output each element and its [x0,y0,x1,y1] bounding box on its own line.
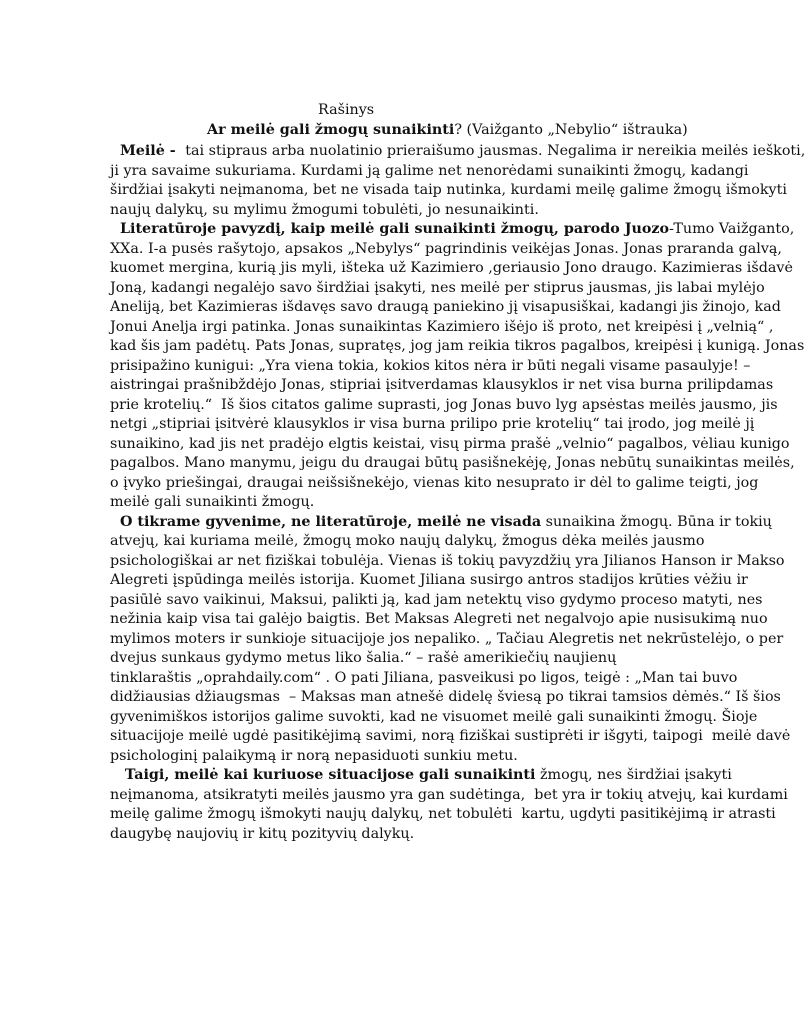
line-text: sunaikino, kad jis net pradėjo elgtis keistai, visų pirma prašė „velnio“ pagalbos, vėliau kunigo [110,435,790,452]
text-line [110,162,762,182]
text-line [110,708,762,728]
line-text: pagalbos. Mano manymu, jeigu du draugai būtų pasišnekėję, Jonas nebūtų sunaikintas meilės, [110,455,795,471]
line-text: pasiūlė savo vaikinui, Maksui, palikti ją, kad jam netektų viso gydymo proceso matyti, nes [110,591,763,608]
text-line [110,493,762,513]
text-line [110,532,762,552]
text-line [110,142,805,162]
line-text: meilė gali sunaikinti žmogų. [110,494,315,510]
line-text: psichologinį palaikymą ir norą nepasiduoti sunkiu metu. [110,747,518,764]
text-line [110,220,795,240]
text-line [110,396,778,416]
document-kind: Rašinys [318,102,375,118]
bold-lead: O tikrame gyvenime, ne literatūroje, meilė ne visada [110,513,542,530]
line-text: o įvykο priešingai, draugai neišsišnekėjo, vienas kito nesuprato ir dėl to galime teigti, jog [110,474,759,491]
line-text: Jonui Anelja irgi patinka. Jonas sunaikintas Kazimiero išėjo iš proto, net kreipėsi į „velnią“ , [110,318,774,335]
line-text: dvejus sunkaus gydymo metus liko šalia.“ – rašė amerikiečių naujienų [110,650,617,666]
text-line [110,474,762,494]
title-bold: Ar meilė gali žmogų sunaikinti [207,122,455,138]
line-text: Aneliją, bet Kazimieras išdavęs savo draugą paniekino jį visapusiškai, kadangi jis žinojo, kad [110,299,781,315]
text-line [110,279,765,299]
text-line [110,747,762,767]
text-line [110,240,782,260]
text-line [110,610,768,630]
text-line [110,298,781,318]
text-line [110,454,795,474]
line-text: sunaikina žmogų. Būna ir tokių [541,513,772,530]
line-text: kad šis jam padėtų. Pats Jonas, supratęs, jog jam reikia tikros pagalbos, kreipėsi į kunigą. Jonas [110,338,805,354]
essay-body [110,142,805,844]
line-text: naujų dalykų, su mylimu žmogumi tobulėti, jo nesunaikinti. [110,201,539,218]
text-line [110,259,793,279]
text-line [110,435,790,455]
text-line [110,825,762,845]
line-text: netgi „stipriai įsitvėrė klausyklos ir visa burna prilipo prie krotelių“ tai įrodo, jog meilė jį [110,416,755,432]
text-line [110,357,762,377]
text-line [110,552,785,572]
text-line [110,201,762,221]
line-text: neįmanoma, atsikratyti meilės jausmo yra gan sudėtinga, bet yra ir tokių atvejų, kai kurdami [110,786,788,803]
line-text: nežinia kaip visa tai galėjo baigtis. Bet Maksas Alegreti net negalvojo apie nusisukimą nuo [110,611,768,627]
text-line [110,571,762,591]
text-line [110,805,776,825]
text-line [110,591,762,611]
line-text: mylimos moters ir sunkioje situacijoje jos nepaliko. „ Tačiau Alegretis net nekrūstelėjo, o per [110,630,784,647]
title-rest: ? (Vaižganto „Nebylio“ ištrauka) [454,122,688,138]
text-line [110,376,774,396]
text-line [110,337,805,357]
line-text: gyvenimiškos istorijos galime suvokti, kad ne visuomet meilė gali sunaikinti žmogų. Šioje [110,708,758,725]
bold-lead: Taigi, meilė kai kuriuose situacijose gali sunaikinti [110,767,536,783]
line-text: XXa. I-a pusės rašytojo, apsakos „Nebylys“ pagrindinis veikėjas Jonas. Jonas praranda galvą, [110,240,782,257]
line-text: tinklaraštis „oprahdaily.com“ . O pati Jiliana, pasveikusi po ligos, teigė : „Man tai buvo [110,669,738,686]
line-text: Joną, kadangi negalėjo savo širdžiai įsakyti, nes meilė per stiprus jausmas, jis labai mylėjo [110,279,765,296]
line-text: prisipažino kunigui: „Yra viena tokia, kokios kitos nėra ir būti negali visame pasaulyje! – [110,357,751,374]
bold-lead: Literatūroje pavyzdį, kaip meilė gali sunaikinti žmogų, parodo Juozo [110,221,670,237]
line-text: kuomet mergina, kurią jis myli, išteka už Kazimiero ,geriausio Jono draugo. Kazimieras išdavė [110,260,793,276]
line-text: tai stipraus arba nuolatinio prieraišumo jausmas. Negalima ir nereikia meilės ieškoti, [180,143,805,159]
text-line [110,727,791,747]
bold-lead: Meilė - [110,143,181,159]
text-line [110,766,762,786]
line-text: Alegreti įspūdinga meilės istorija. Kuomet Jiliana susirgo antros stadijos krūties vėžiu ir [110,572,748,588]
line-text: žmogų, nes širdžiai įsakyti [535,767,732,783]
text-line [110,513,772,533]
line-text: didžiausias džiaugsmas – Maksas man atnešė didelę šviesą po tikrai tamsios dėmės.“ Iš šios [110,689,781,705]
line-text: prie krotelių.“ Iš šios citatos galime suprasti, jog Jonas buvo lyg apsėstas meilės jausmo, jis [110,396,778,413]
text-line [110,415,762,435]
text-line [110,688,781,708]
line-text: atvejų, kai kuriama meilė, žmogų moko naujų dalykų, žmogus dėka meilės jausmo [110,533,705,549]
text-line [110,786,788,806]
text-line [110,318,774,338]
line-text: situacijoje meilė ugdė pasitikėjimą savimi, norą fiziškai sustiprėti ir išgyti, taipogi meilė davė [110,728,791,744]
text-line [110,669,762,689]
line-text: -Tumo Vaižganto, [669,221,795,237]
line-text: meilę galime žmogų išmokyti naujų dalykų, net tobulėti kartu, ugdyti pasitikėjimą ir atrasti [110,806,776,822]
text-line [110,649,762,669]
text-line [110,181,787,201]
document-title [207,122,688,138]
line-text: ji yra savaime sukuriama. Kurdami ją galime net nenorėdami sunaikinti žmogų, kadangi [110,162,749,179]
text-line [110,630,784,650]
line-text: psichologiškai ar net fiziškai tobulėja. Vienas iš tokių pavyzdžių yra Jilianos Hanson ir Makso [110,552,785,569]
line-text: širdžiai įsakyti neįmanoma, bet ne visada taip nutinka, kurdami meilę galime žmogų išmokyti [110,182,787,198]
line-text: aistringai prašnibždėjo Jonas, stipriai įsitverdamas klausyklos ir net visa burna prilipdamas [110,377,774,393]
line-text: daugybę naujovių ir kitų pozityvių dalykų. [110,825,415,842]
